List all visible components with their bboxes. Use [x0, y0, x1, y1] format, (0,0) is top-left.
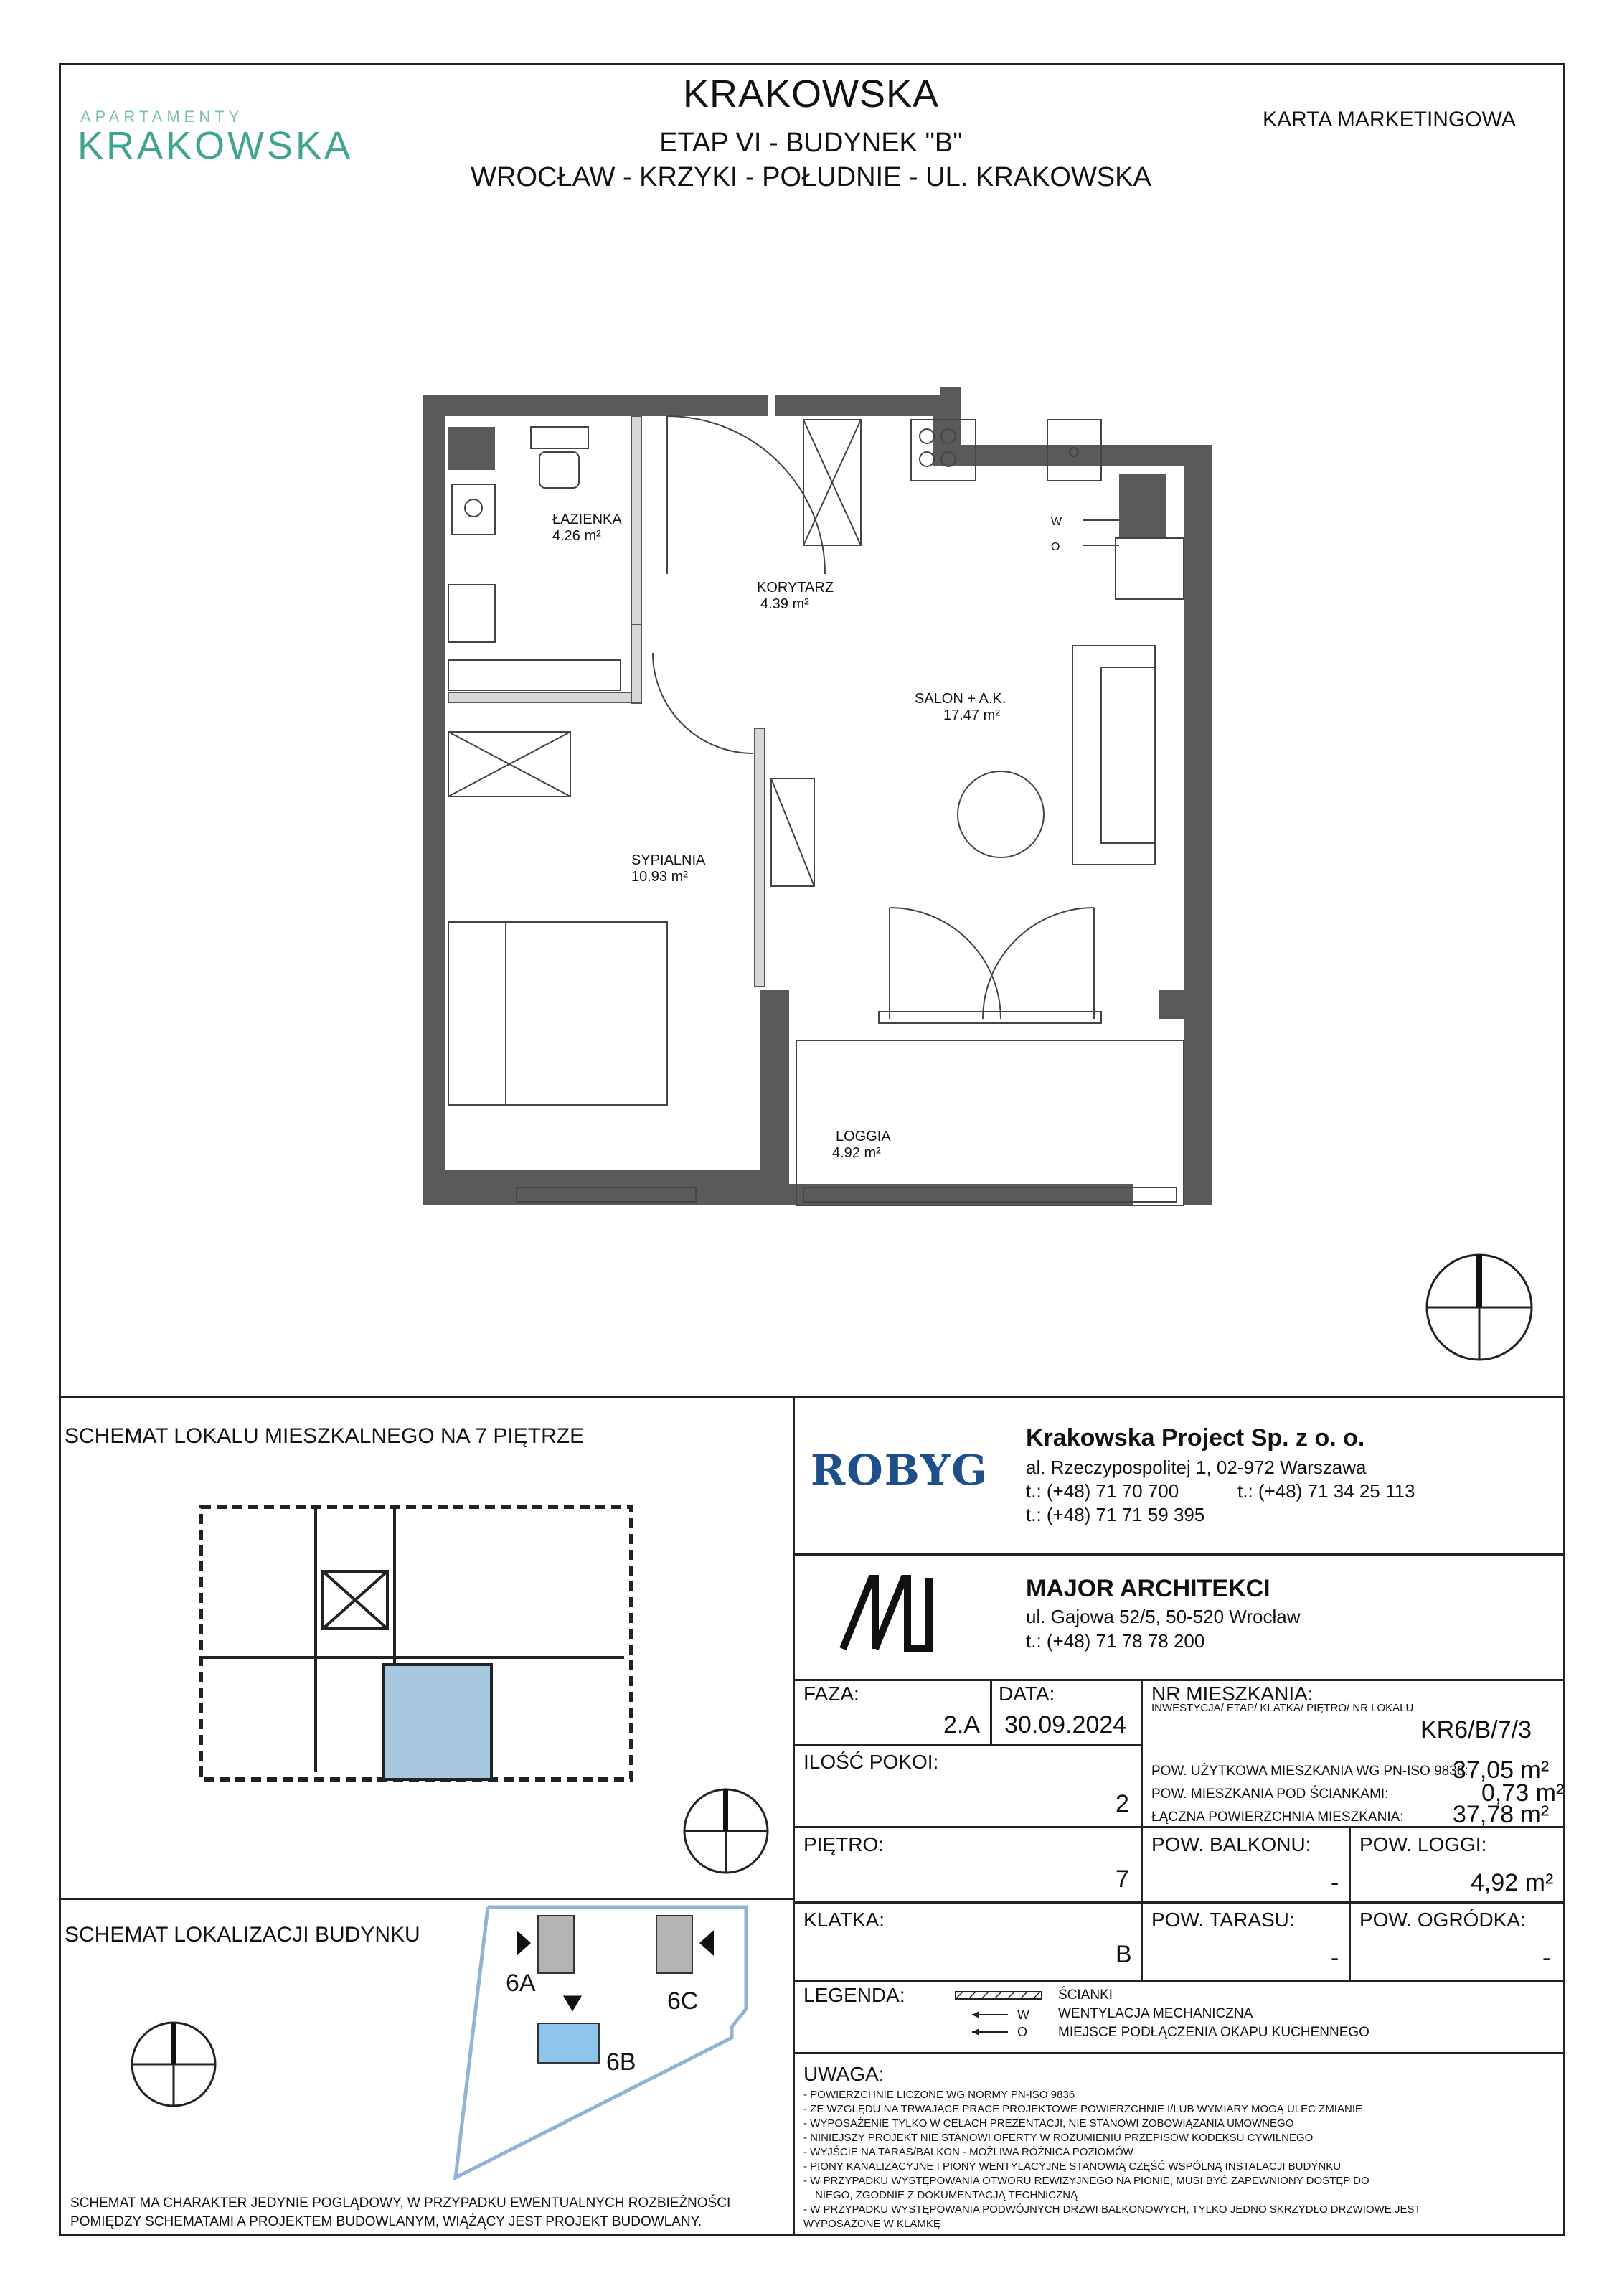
compass-icon [129, 2020, 222, 2113]
major-architekci-logo [836, 1571, 951, 1657]
developer-phone-2: t.: (+48) 71 34 25 113 [1237, 1480, 1415, 1502]
compass-icon [682, 1787, 775, 1880]
faza-value: 2.A [943, 1711, 981, 1739]
building-6b-label: 6B [606, 2048, 636, 2076]
nr-sublabel: INWESTYCJA/ ETAP/ KLATKA/ PIĘTRO/ NR LOKALU [1151, 1702, 1414, 1714]
location-schema-title: SCHEMAT LOKALIZACJI BUDYNKU [65, 1923, 420, 1947]
legend-item-ventilation: WENTYLACJA MECHANICZNA [1058, 2006, 1253, 2021]
room-area-bedroom: 10.93 m² [631, 869, 688, 885]
pow-laczna-value: 37,78 m² [1453, 1801, 1550, 1828]
balkon-value: - [1331, 1869, 1339, 1896]
legend-symbols [954, 1987, 1047, 2041]
ogrodek-label: POW. OGRÓDKA: [1359, 1909, 1526, 1931]
site-map [430, 1901, 760, 2181]
uwaga-line: NIEGO, ZGODNIE Z DOKUMENTACJĄ TECHNICZNĄ [815, 2189, 1078, 2201]
vent-w-label: W [1051, 516, 1062, 528]
pietro-value: 7 [1116, 1866, 1129, 1893]
room-area-living: 17.47 m² [943, 707, 1000, 723]
architect-address: ul. Gajowa 52/5, 50-520 Wrocław [1026, 1606, 1301, 1627]
pow-laczna-label: ŁĄCZNA POWIERZCHNIA MIESZKANIA: [1151, 1810, 1404, 1825]
developer-name: Krakowska Project Sp. z o. o. [1026, 1424, 1365, 1452]
klatka-value: B [1116, 1941, 1132, 1968]
disclaimer-line-2: POMIĘDZY SCHEMATAMI A PROJEKTEM BUDOWLANYM, WIĄŻĄCY JEST PROJEKT BUDOWLANY. [70, 2214, 702, 2229]
floor-schema [194, 1500, 646, 1787]
developer-address: al. Rzeczypospolitej 1, 02-972 Warszawa [1026, 1457, 1367, 1478]
vent-o-label: O [1051, 541, 1060, 553]
room-area-loggia: 4.92 m² [832, 1145, 881, 1161]
room-area-bathroom: 4.26 m² [552, 528, 601, 544]
room-label-bathroom: ŁAZIENKA [552, 512, 622, 527]
uwaga-line: - W PRZYPADKU WYSTĘPOWANIA PODWÓJNYCH DRZWI BALKONOWYCH, TYLKO JEDNO SKRZYDŁO DRZWIOWE JEST [803, 2203, 1421, 2216]
nr-label: NR MIESZKANIA: [1151, 1683, 1314, 1705]
uwaga-line: WYPOSAŻONE W KLAMKĘ [803, 2218, 940, 2230]
legend-item-walls: ŚCIANKI [1058, 1987, 1113, 2003]
legend-o-symbol: O [1017, 2025, 1028, 2039]
uwaga-list [803, 2088, 1421, 2231]
uwaga-line: - NINIEJSZY PROJEKT NIE STANOWI OFERTY W ROZUMIENIU PRZEPISÓW KODEKSU CYWILNEGO [803, 2132, 1314, 2144]
legend-item-hood: MIEJSCE PODŁĄCZENIA OKAPU KUCHENNEGO [1058, 2025, 1369, 2040]
legend-w-symbol: W [1017, 2008, 1029, 2022]
nr-value: KR6/B/7/3 [1420, 1716, 1532, 1744]
room-label-bedroom: SYPIALNIA [631, 852, 706, 868]
pietro-label: PIĘTRO: [803, 1833, 885, 1855]
divider-main [59, 1396, 1565, 1398]
uwaga-line: - PIONY KANALIZACYJNE I PIONY WENTYLACYJNE STANOWIĄ CZĘŚĆ WSPÓLNĄ INSTALACJI BUDYNKU [803, 2160, 1342, 2173]
grid-line [793, 1901, 1565, 1904]
developer-phone-3: t.: (+48) 71 71 59 395 [1026, 1504, 1205, 1525]
pow-scianki-label: POW. MIESZKANIA POD ŚCIANKAMI: [1151, 1787, 1389, 1802]
data-value: 30.09.2024 [1004, 1711, 1127, 1739]
uwaga-line: - WYJŚCIE NA TARAS/BALKON - MOŻLIWA RÓŻNICA POZIOMÓW [803, 2146, 1133, 2158]
divider-developer [793, 1553, 1565, 1556]
klatka-label: KLATKA: [803, 1909, 885, 1931]
uwaga-line: - W PRZYPADKU WYSTĘPOWANIA OTWORU REWIZYJNEGO NA PIONIE, MUSI BYĆ ZAPEWNIONY DOSTĘP DO [803, 2175, 1369, 2187]
floor-plan [416, 387, 1220, 1234]
grid-line [1141, 1679, 1143, 1980]
building-6c-label: 6C [667, 1987, 699, 2015]
taras-value: - [1331, 1944, 1339, 1972]
room-label-living: SALON + A.K. [915, 691, 1006, 707]
logo-krakowska: KRAKOWSKA [77, 124, 354, 167]
grid-line [793, 1744, 1141, 1746]
pokoje-label: ILOŚĆ POKOI: [803, 1751, 939, 1773]
apartment-highlight [384, 1665, 491, 1779]
building-6a-label: 6A [506, 1970, 536, 1997]
uwaga-line: - POWIERZCHNIE LICZONE WG NORMY PN-ISO 9836 [803, 2089, 1075, 2101]
logo-apartamenty: APARTAMENTY [80, 108, 244, 126]
architect-name: MAJOR ARCHITEKCI [1026, 1575, 1270, 1602]
grid-line [793, 1826, 1565, 1828]
legend-label: LEGENDA: [803, 1984, 905, 2006]
card-type: KARTA MARKETINGOWA [1263, 108, 1516, 131]
grid-line [793, 1980, 1565, 1982]
robyg-logo: ROBYG [811, 1446, 989, 1495]
disclaimer-line-1: SCHEMAT MA CHARAKTER JEDYNIE POGLĄDOWY, W PRZYPADKU EWENTUALNYCH ROZBIEŻNOŚCI [70, 2196, 731, 2211]
room-label-loggia: LOGGIA [836, 1129, 891, 1144]
pow-uzytkowa-value: 37,05 m² [1453, 1756, 1550, 1784]
pokoje-value: 2 [1116, 1790, 1129, 1817]
room-area-corridor: 4.39 m² [760, 596, 809, 612]
pow-uzytkowa-label: POW. UŻYTKOWA MIESZKANIA WG PN-ISO 9836: [1151, 1764, 1468, 1779]
divider-architect [793, 1679, 1565, 1681]
pow-scianki-value: 0,73 m² [1481, 1779, 1565, 1807]
page-location: WROCŁAW - KRZYKI - POŁUDNIE - UL. KRAKOWSKA [471, 162, 1151, 192]
page-title: KRAKOWSKA [682, 72, 940, 116]
compass-icon [1424, 1252, 1539, 1367]
faza-label: FAZA: [803, 1683, 859, 1705]
uwaga-line: - ZE WZGLĘDU NA TRWAJĄCE PRACE PROJEKTOWE POWIERZCHNIE I/LUB WYMIARY MOGĄ ULEC ZMIANIE [803, 2103, 1362, 2115]
loggia-label: POW. LOGGI: [1359, 1833, 1487, 1855]
floor-schema-title: SCHEMAT LOKALU MIESZKALNEGO NA 7 PIĘTRZE [65, 1424, 585, 1448]
ogrodek-value: - [1542, 1944, 1551, 1972]
divider-vertical [793, 1396, 795, 2236]
uwaga-label: UWAGA: [803, 2063, 885, 2085]
grid-line [793, 2052, 1565, 2054]
developer-phone-1: t.: (+48) 71 70 700 [1026, 1480, 1179, 1502]
data-label: DATA: [999, 1683, 1055, 1705]
room-label-corridor: KORYTARZ [757, 580, 834, 596]
taras-label: POW. TARASU: [1151, 1909, 1295, 1931]
balkon-label: POW. BALKONU: [1151, 1833, 1311, 1855]
loggia-value: 4,92 m² [1471, 1869, 1554, 1896]
architect-phone: t.: (+48) 71 78 78 200 [1026, 1630, 1205, 1652]
page-subtitle: ETAP VI - BUDYNEK "B" [659, 128, 963, 158]
divider-location [59, 1898, 793, 1900]
grid-line [990, 1679, 992, 1744]
uwaga-line: - WYPOSAŻENIE TYLKO W CELACH PREZENTACJI, NIE STANOWI ZOBOWIĄZANIA UMOWNEGO [803, 2117, 1294, 2130]
